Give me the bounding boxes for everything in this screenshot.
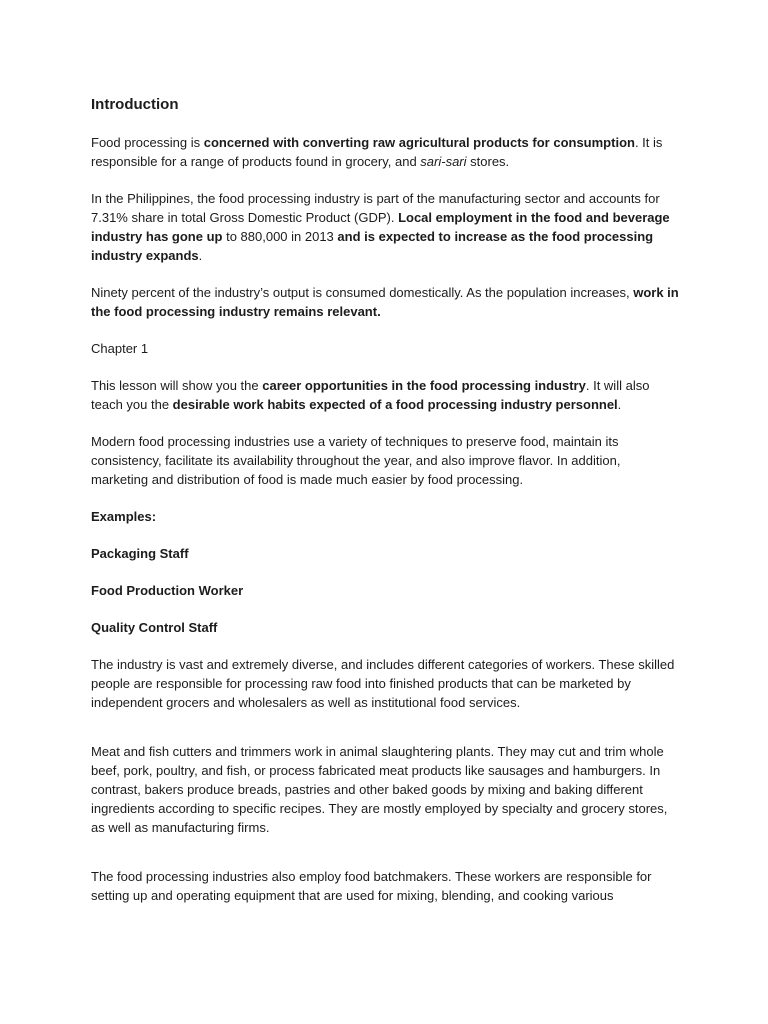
paragraph-batchmakers: The food processing industries also employ food batchmakers. These workers are responsible for setting up and operating equipment that are used for mixing, blending, and cooking various (91, 869, 652, 903)
bold-span: Local employment in the food and beverage industry has gone up (91, 210, 670, 244)
italic-span: sari-sari (420, 154, 467, 169)
text-span: stores. (466, 154, 510, 169)
text-span: In the Philippines, the food processing industry is part of the manufacturing sector and accounts for 7.31% share in total Gross Domestic Product (GDP). (91, 191, 660, 225)
text-span: . It is responsible for a range of products found in grocery, and (91, 135, 663, 169)
example-item: Food Production Worker (91, 583, 244, 598)
paragraph-lesson (91, 376, 681, 414)
paragraph-industry: The industry is vast and extremely diverse, and includes different categories of workers. These skilled people are responsible for processing raw food into finished products that can be marketed by independent grocers and wholesalers as well as institutional food services. (91, 657, 675, 710)
document-page (91, 95, 681, 923)
text-span: . It will also teach you the (91, 378, 650, 412)
paragraph-intro (91, 133, 681, 171)
paragraph-philippines (91, 189, 681, 265)
example-item: Packaging Staff (91, 546, 189, 561)
text-span: Ninety percent of the industry’s output is consumed domestically. As the population increases, (91, 285, 634, 300)
bold-span: concerned with converting raw agricultural products for consumption (203, 135, 635, 150)
paragraph-output (91, 283, 681, 321)
bold-span: work in the food processing industry remains relevant. (91, 285, 679, 319)
examples-label: Examples: (91, 509, 157, 524)
text-span: This lesson will show you the (91, 378, 263, 393)
paragraph-meat: Meat and fish cutters and trimmers work in animal slaughtering plants. They may cut and trim whole beef, pork, poultry, and fish, or process fabricated meat products like sausages and hamburgers. In contrast, bakers produce breads, pastries and other baked goods by mixing and baking different ingredients according to specific recipes. They are mostly employed by specialty and grocery stores, as well as manufacturing firms. (91, 744, 668, 835)
paragraph-modern: Modern food processing industries use a variety of techniques to preserve food, maintain its consistency, facilitate its availability throughout the year, and also improve flavor. In addition, marketing and distribution of food is made much easier by food processing. (91, 434, 621, 487)
text-span: to 880,000 in 2013 (222, 229, 338, 244)
bold-span: and is expected to increase as the food processing industry expands (91, 229, 654, 263)
text-span: . (198, 248, 203, 263)
example-item: Quality Control Staff (91, 620, 218, 635)
document-heading: Introduction (91, 96, 179, 113)
text-span: Food processing is (91, 135, 204, 150)
bold-span: career opportunities in the food processing industry (262, 378, 586, 393)
bold-span: desirable work habits expected of a food processing industry personnel (172, 397, 618, 412)
text-span: . (617, 397, 622, 412)
chapter-label: Chapter 1 (91, 341, 149, 356)
